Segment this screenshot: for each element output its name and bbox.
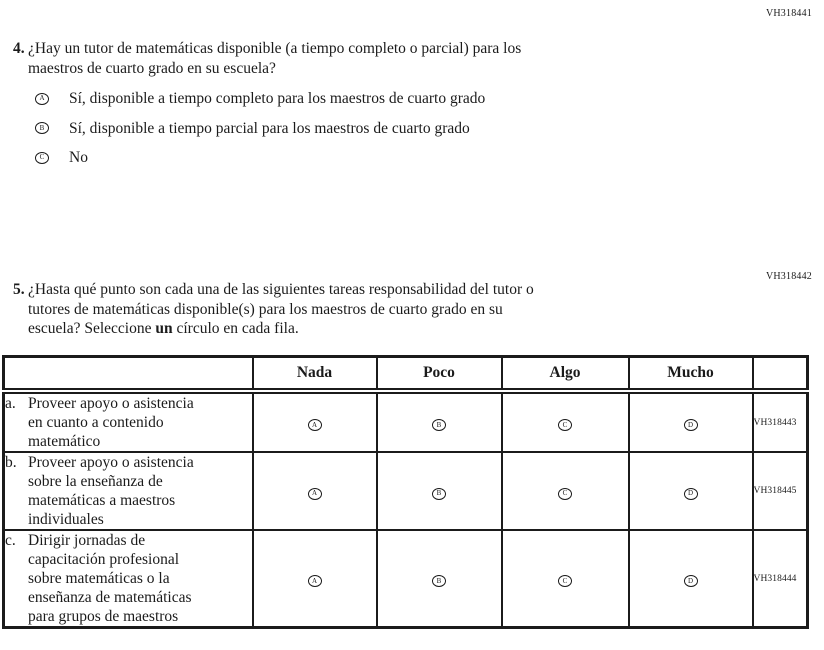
q4-option-b-label: Sí, disponible a tiempo parcial para los maestros de cuarto grado <box>69 119 470 137</box>
question4-number: 4. <box>13 40 25 57</box>
question4-options <box>28 89 521 168</box>
answer-bubble-c-icon[interactable]: C <box>558 419 572 431</box>
q4-option-a <box>28 89 521 109</box>
question-4 <box>13 39 521 178</box>
question5-text-line3 <box>28 319 534 339</box>
row-b-algo-cell <box>502 452 629 530</box>
answer-bubble-b-icon[interactable]: B <box>432 575 446 587</box>
row-c-item-code: VH318444 <box>753 573 797 584</box>
answer-bubble-c-icon[interactable]: C <box>35 152 49 164</box>
q4-option-b <box>28 119 521 139</box>
row-c-algo-cell <box>502 530 629 628</box>
row-c-mucho-cell <box>629 530 753 628</box>
row-a-label: Proveer apoyo o asistencia en cuanto a contenido matemático <box>28 395 194 450</box>
question4-text <box>28 39 521 78</box>
row-b-prefix: b. <box>5 454 17 471</box>
header-blank-cell <box>4 357 253 392</box>
row-c-nada-cell <box>253 530 377 628</box>
question5-number: 5. <box>13 281 25 298</box>
header-algo: Algo <box>502 357 629 392</box>
question-5 <box>13 280 534 339</box>
row-b-label-cell <box>4 452 253 530</box>
answer-bubble-b-icon[interactable]: B <box>432 488 446 500</box>
row-a-algo-cell <box>502 391 629 452</box>
answer-bubble-c-icon[interactable]: C <box>558 488 572 500</box>
answer-bubble-b-icon[interactable]: B <box>432 419 446 431</box>
row-b-poco-cell <box>377 452 502 530</box>
row-b-mucho-cell <box>629 452 753 530</box>
row-c-code-cell <box>753 530 808 628</box>
answer-bubble-d-icon[interactable]: D <box>684 488 698 500</box>
question4-text-line1: ¿Hay un tutor de matemáticas disponible (a tiempo completo o parcial) para los <box>28 40 522 57</box>
row-a-mucho-cell <box>629 391 753 452</box>
row-c-poco-cell <box>377 530 502 628</box>
question5-text-line2: tutores de matemáticas disponible(s) para los maestros de cuarto grado en su <box>28 300 503 318</box>
row-c-label-cell <box>4 530 253 628</box>
answer-bubble-a-icon[interactable]: A <box>308 419 322 431</box>
table-row-a <box>4 391 808 452</box>
question4-text-line2: maestros de cuarto grado en su escuela? <box>28 59 276 77</box>
header-poco: Poco <box>377 357 502 392</box>
answer-bubble-a-icon[interactable]: A <box>308 575 322 587</box>
row-a-prefix: a. <box>5 395 16 412</box>
answer-bubble-a-icon[interactable]: A <box>35 93 49 105</box>
answer-bubble-d-icon[interactable]: D <box>684 419 698 431</box>
header-mucho: Mucho <box>629 357 753 392</box>
question5-item-code: VH318442 <box>765 271 812 282</box>
q4-option-c <box>28 148 521 168</box>
row-c-prefix: c. <box>5 532 16 549</box>
row-b-code-cell <box>753 452 808 530</box>
table-row-c <box>4 530 808 628</box>
table-header-row <box>4 357 808 392</box>
answer-bubble-a-icon[interactable]: A <box>308 488 322 500</box>
row-a-poco-cell <box>377 391 502 452</box>
row-b-nada-cell <box>253 452 377 530</box>
answer-bubble-d-icon[interactable]: D <box>684 575 698 587</box>
question4-item-code: VH318441 <box>765 8 812 19</box>
q4-option-a-label: Sí, disponible a tiempo completo para los maestros de cuarto grado <box>69 90 486 107</box>
row-a-label-cell <box>4 391 253 452</box>
table-row-b <box>4 452 808 530</box>
header-nada: Nada <box>253 357 377 392</box>
row-a-code-cell <box>753 391 808 452</box>
row-b-label: Proveer apoyo o asistencia sobre la enseñanza de matemáticas a maestros individuales <box>28 454 194 528</box>
question5-response-table <box>2 355 809 629</box>
answer-bubble-c-icon[interactable]: C <box>558 575 572 587</box>
row-a-item-code: VH318443 <box>753 417 797 428</box>
q5-line3-pre: escuela? Seleccione <box>28 320 156 337</box>
question5-text <box>28 280 534 339</box>
row-a-nada-cell <box>253 391 377 452</box>
q5-line3-post: círculo en cada fila. <box>172 320 299 337</box>
header-code-cell <box>753 357 808 392</box>
row-b-item-code: VH318445 <box>753 486 797 496</box>
row-c-label: Dirigir jornadas de capacitación profesional sobre matemáticas o la enseñanza de matemáticas para grupos de maestros <box>28 532 192 625</box>
question5-text-line1: ¿Hasta qué punto son cada una de las siguientes tareas responsabilidad del tutor o <box>28 281 534 298</box>
q5-line3-bold: un <box>155 320 173 337</box>
q4-option-c-label: No <box>69 149 88 166</box>
answer-bubble-b-icon[interactable]: B <box>35 122 49 134</box>
